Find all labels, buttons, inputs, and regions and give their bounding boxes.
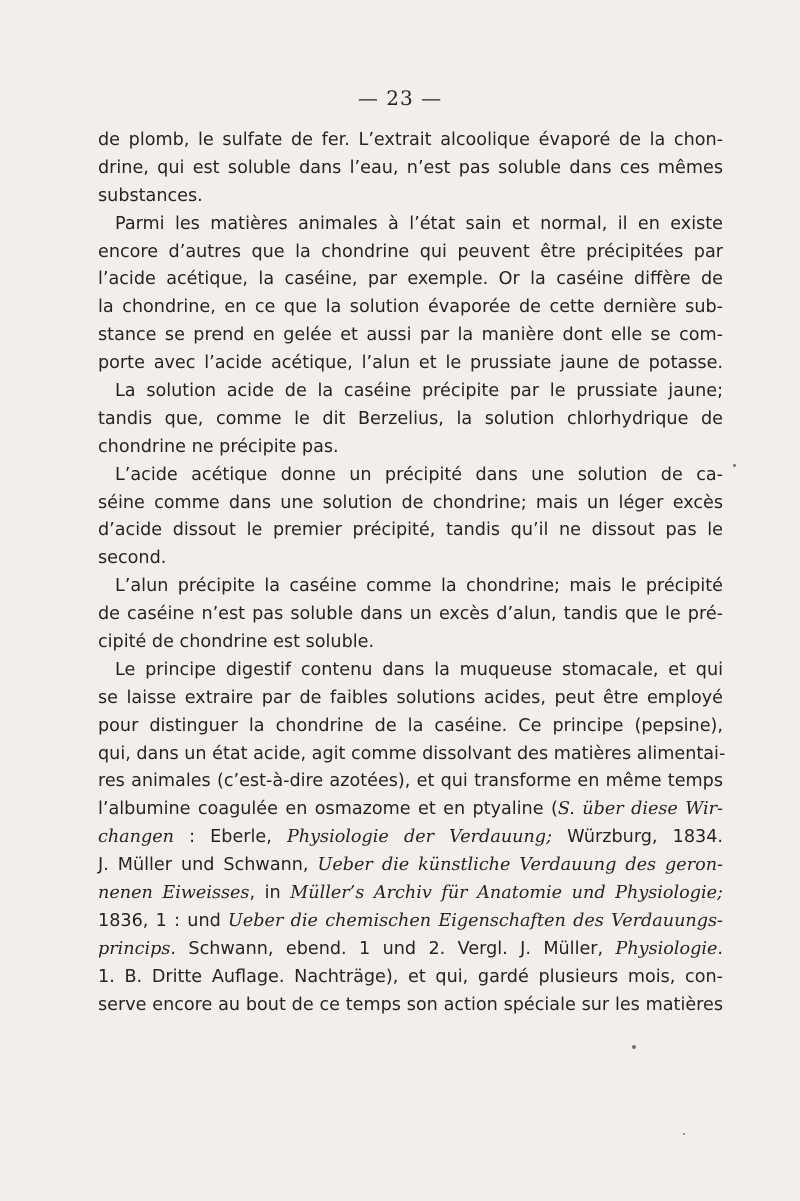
text-line: de caséine n’est pas soluble dans un excès d’alun, tandis que le pré- xyxy=(98,604,723,625)
text-line: 1836, 1 : und Ueber die chemischen Eigenschaften des Verdauungs- xyxy=(98,910,723,931)
text-line: nenen Eiweisses, in Müller’s Archiv für Anatomie und Physiologie; xyxy=(98,883,723,904)
text-line: encore d’autres que la chondrine qui peuvent être précipitées par xyxy=(98,241,723,262)
text-line: l’acide acétique, la caséine, par exemple. Or la caséine diffère de xyxy=(98,269,723,290)
text-line: La solution acide de la caséine précipite par le prussiate jaune; xyxy=(115,381,723,402)
text-line: changen : Eberle, Physiologie der Verdauung; Würzburg, 1834. xyxy=(98,827,723,848)
text-line: se laisse extraire par de faibles solutions acides, peut être employé xyxy=(98,687,723,708)
text-line: tandis que, comme le dit Berzelius, la solution chlorhydrique de xyxy=(98,408,723,429)
text-line: drine, qui est soluble dans l’eau, n’est pas soluble dans ces mêmes xyxy=(98,157,723,178)
text-line: l’albumine coagulée en osmazome et en ptyaline (S. über diese Wir- xyxy=(98,799,723,820)
text-line: chondrine ne précipite pas. xyxy=(98,436,339,457)
page-number: — 23 — xyxy=(357,86,443,110)
text-line: L’acide acétique donne un précipité dans une solution de ca- xyxy=(115,464,723,485)
text-line: séine comme dans une solution de chondrine; mais un léger excès xyxy=(98,492,723,513)
text-line: serve encore au bout de ce temps son action spéciale sur les matières xyxy=(98,994,723,1015)
text-line: qui, dans un état acide, agit comme dissolvant des matières alimentai- xyxy=(98,743,726,764)
text-line: 1. B. Dritte Auflage. Nachträge), et qui, gardé plusieurs mois, con- xyxy=(98,966,723,987)
text-line: porte avec l’acide acétique, l’alun et le prussiate jaune de potasse. xyxy=(98,353,723,374)
text-line: de plomb, le sulfate de fer. L’extrait alcoolique évaporé de la chon- xyxy=(98,130,723,150)
body-text xyxy=(98,127,726,1020)
text-line: pour distinguer la chondrine de la caséine. Ce principe (pepsine), xyxy=(98,715,723,736)
text-line: Parmi les matières animales à l’état sain et normal, il en existe xyxy=(115,213,723,234)
paper-speck xyxy=(683,1133,685,1135)
text-line: second. xyxy=(98,548,167,569)
text-line: J. Müller und Schwann, Ueber die künstliche Verdauung des geron- xyxy=(98,855,724,876)
text-line: la chondrine, en ce que la solution évaporée de cette dernière sub- xyxy=(98,297,723,318)
text-line: substances. xyxy=(98,185,203,206)
text-line: Le principe digestif contenu dans la muqueuse stomacale, et qui xyxy=(115,659,723,680)
text-line: cipité de chondrine est soluble. xyxy=(98,632,375,653)
text-line: d’acide dissout le premier précipité, tandis qu’il ne dissout pas le xyxy=(98,520,723,541)
paper-speck xyxy=(733,464,736,467)
text-line: stance se prend en gelée et aussi par la manière dont elle se com- xyxy=(98,325,723,346)
text-line: res animales (c’est-à-dire azotées), et qui transforme en même temps xyxy=(98,771,723,792)
text-line: L’alun précipite la caséine comme la chondrine; mais le précipité xyxy=(115,576,723,597)
text-line: princips. Schwann, ebend. 1 und 2. Vergl. J. Müller, Physiologie. xyxy=(98,938,723,959)
paper-speck xyxy=(632,1045,636,1049)
